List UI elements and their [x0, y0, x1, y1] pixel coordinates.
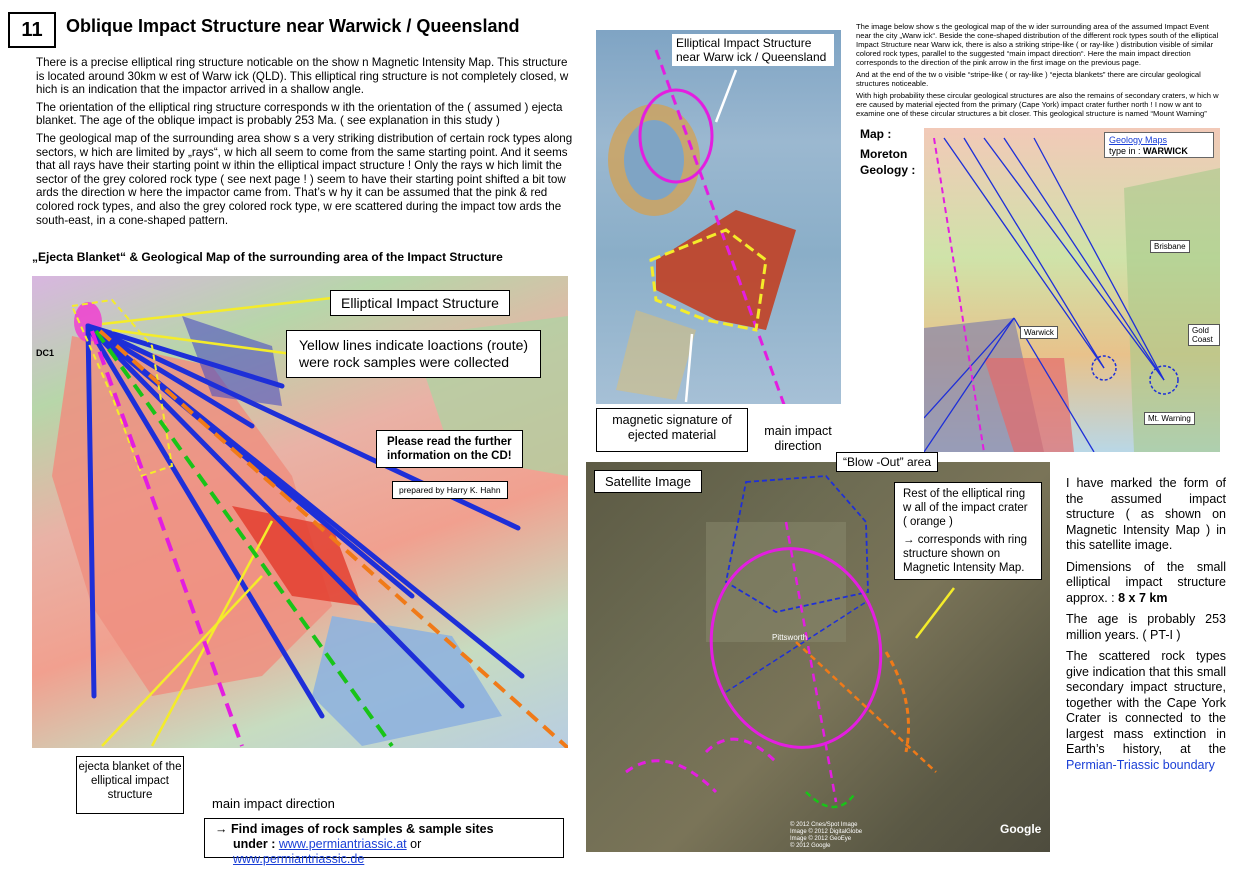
- geology-note-p3: With high probability these circular geological structures are also the remains of secondary craters, w hich w ere caused by material ejected from the primary (Cape York) impact crater further north ! I now w ant to examine one of these circular structures a bit closer. This geological structure is named “Mount Warning”: [856, 91, 1219, 118]
- intro-paragraph-2: The orientation of the elliptical ring structure corresponds w ith the orientation of the ( assumed ) ejecta blanket. The age of the oblique impact is probably 253 Ma. ( see explanation in this study ): [36, 100, 563, 128]
- coastal-region: [1124, 168, 1220, 452]
- moreton-label-2: Geology :: [860, 163, 916, 177]
- geology-maps-box: [1104, 132, 1214, 158]
- intro-text: [36, 56, 574, 231]
- magnetic-map-caption: Elliptical Impact Structure near Warw ick / Queensland: [672, 34, 834, 66]
- right-text-p1: I have marked the form of the assumed impact structure ( as shown on Magnetic Intensity Map ) in this satellite image.: [1066, 476, 1226, 552]
- dimensions-label: Dimensions of the small elliptical impact structure approx. :: [1066, 559, 1226, 605]
- permian-triassic-link[interactable]: Permian-Triassic boundary: [1066, 757, 1215, 772]
- intro-paragraph-3: The geological map of the surrounding area show s a very striking distribution of certain rock types along sectors, w hich are limited by „rays“, w hich all seem to come from the same starting point. And it seems that all rays have their starting point w ithin the elliptical impact structure ! Only the rays w hich limit the sector of the grey colored rock type ( see next page ! ) seem to have their starting point shifted a bit tow ards the direction w here the impactor came from. That’s w hy it can be assumed that the pink & red colored rock types, and also the grey colored rock type, w ere scattered during the impact tow ards the south-east, in a cone-shaped pattern.: [36, 131, 573, 227]
- yellow-lines-callout-line1: Yellow lines indicate loactions (route): [299, 337, 529, 353]
- main-impact-direction-label: main impact direction: [212, 796, 335, 811]
- google-logo: Google: [1000, 822, 1042, 836]
- ejecta-blanket-label: ejecta blanket of the elliptical impact structure: [76, 756, 184, 814]
- geology-note-p1: The image below show s the geological map of the w ider surrounding area of the assumed Impact Event near the city „Warw ick“. Beside the cone-shaped distribution of the different rock types south of the elliptical Impact Structure near Warw ick, there is also a striking stripe-like ( or ray-like ) distribution visible of similar colored rock types, parallel to the suggested “main impact direction“. Here the main impact direction corresponds to the direction of the pink arrow in the first image on the previous page.: [856, 22, 1219, 67]
- place-warwick: Warwick: [1020, 326, 1058, 339]
- rest-ring-callout: [894, 482, 1042, 580]
- page-number: 11: [8, 12, 56, 48]
- intro-paragraph-1: There is a precise elliptical ring structure noticable on the show n Magnetic Intensity Map. This structure is located around 30km w est of Warw ick (QLD). This elliptical ring structure is not completely closed, w hich is an indication that the impactor arrived in a shallow angle.: [36, 56, 569, 97]
- or-label: or: [406, 837, 422, 851]
- orange-ring-remnant: [886, 652, 909, 752]
- page-title: Oblique Impact Structure near Warwick / Queensland: [66, 16, 520, 36]
- white-pointer: [716, 70, 736, 122]
- map-label-dc1: DC1: [36, 348, 55, 358]
- moreton-label-1: Moreton: [860, 147, 908, 161]
- link-permiantriassic-at[interactable]: www.permiantriassic.at: [278, 837, 407, 851]
- right-text-p4: [1066, 649, 1226, 773]
- magnetic-direction-label: main impact direction: [764, 424, 832, 453]
- place-brisbane: Brisbane: [1150, 240, 1190, 253]
- blowout-area-label: “Blow -Out” area: [836, 452, 938, 472]
- place-mt-warning: Mt. Warning: [1144, 412, 1195, 425]
- type-in-value: WARWICK: [1143, 146, 1188, 156]
- satellite-credit: © 2012 Cnes/Spot Image Image © 2012 DigitalGlobe Image © 2012 GeoEye © 2012 Google: [790, 822, 863, 849]
- rest-ring-text-2: → corresponds with ring structure shown on Magnetic Intensity Map.: [903, 534, 1027, 574]
- elliptical-structure-callout: Elliptical Impact Structure: [330, 290, 510, 316]
- right-text-p2: [1066, 560, 1226, 607]
- yellow-lines-callout-line2: were rock samples were collected: [299, 354, 510, 370]
- geology-maps-link[interactable]: Geology Maps: [1109, 135, 1168, 145]
- moreton-map-label: [860, 126, 915, 178]
- ring-interior: [624, 120, 684, 200]
- place-gold-coast: Gold Coast: [1188, 324, 1220, 346]
- dimensions-value: 8 x 7 km: [1118, 590, 1168, 605]
- rest-ring-text-1: Rest of the elliptical ring w all of the impact crater ( orange ): [903, 488, 1028, 528]
- cd-info-callout: [376, 430, 523, 468]
- moreton-geology-map: [924, 128, 1220, 452]
- map-prefix-label: Map :: [860, 127, 892, 141]
- cd-info-line2: information on the CD!: [387, 450, 512, 462]
- satellite-label: Satellite Image: [594, 470, 702, 493]
- magenta-arc-2: [706, 739, 776, 762]
- find-line-1: → Find images of rock samples & sample sites: [215, 822, 494, 836]
- magnetic-signature-label: magnetic signature of ejected material: [596, 408, 748, 452]
- right-text-p3: The age is probably 253 million years. ( PT-I ): [1066, 612, 1226, 642]
- yellow-pointer-satellite: [916, 588, 954, 638]
- magnetic-map-overlay: [596, 30, 841, 404]
- type-in-label: type in :: [1109, 146, 1144, 156]
- right-text-p4-body: The scattered rock types give indication that this small secondary impact structure, together with the Cape York Crater is connected to the largest mass extinction in Earth’s history, at the: [1066, 649, 1226, 756]
- orange-dashed-line: [796, 642, 936, 772]
- geology-note-text: [856, 22, 1220, 121]
- magenta-arc-1: [626, 761, 716, 792]
- geology-note-p2: And at the end of the tw o visible “stripe-like ( or ray-like ) “ejecta blankets” there are circular geological structures noticeable.: [856, 70, 1201, 88]
- yellow-lines-callout: [286, 330, 541, 378]
- cd-info-line1: Please read the further: [387, 436, 512, 448]
- lower-anomaly: [616, 310, 696, 400]
- find-images-box: [204, 818, 564, 866]
- town-label: Pittsworth: [772, 633, 808, 642]
- type-in-instruction: [1109, 146, 1209, 157]
- right-column-text: [1066, 476, 1226, 779]
- geology-map-heading: „Ejecta Blanket“ & Geological Map of the surrounding area of the Impact Structure: [32, 250, 503, 264]
- green-arc: [806, 792, 856, 807]
- moreton-map-overlay: [924, 128, 1220, 452]
- link-permiantriassic-de[interactable]: www.permiantriassic.de: [233, 852, 365, 866]
- find-line-2: [215, 837, 553, 867]
- magnetic-intensity-map: [596, 30, 841, 404]
- find-under-label: under :: [233, 837, 279, 851]
- ejected-material-anomaly: [656, 210, 796, 330]
- prepared-by-label: prepared by Harry K. Hahn: [392, 481, 508, 499]
